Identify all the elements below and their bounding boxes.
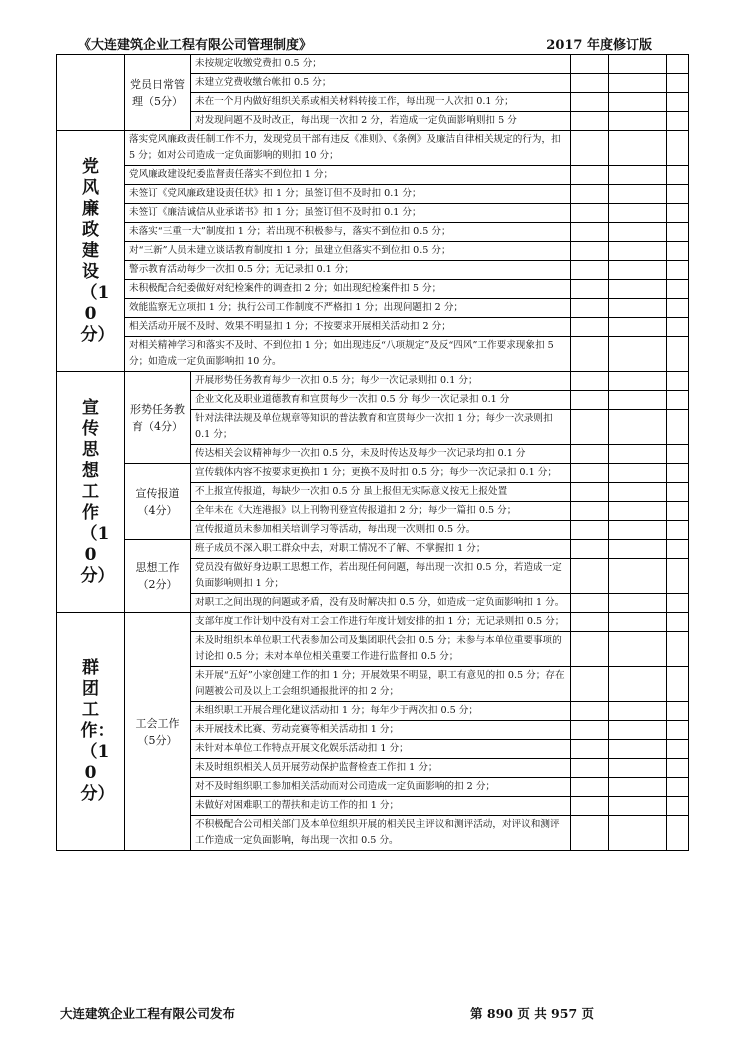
- section-title-cell: [57, 613, 125, 851]
- deduction-cell[interactable]: [609, 521, 667, 540]
- score-cell[interactable]: [571, 112, 609, 131]
- criterion-item: 党员没有做好身边职工思想工作，若出现任何问题，每出现一次扣 0.5 分，若造成一定负面影响则扣 1 分；: [191, 559, 571, 594]
- score-cell[interactable]: [571, 559, 609, 594]
- criterion-item: 未开展技术比赛、劳动竞赛等相关活动扣 1 分；: [191, 721, 571, 740]
- deduction-cell[interactable]: [609, 337, 667, 372]
- deduction-cell[interactable]: [609, 759, 667, 778]
- section-title-cell: [57, 131, 125, 372]
- score-cell[interactable]: [571, 74, 609, 93]
- deduction-cell[interactable]: [609, 166, 667, 185]
- note-cell[interactable]: [667, 502, 689, 521]
- criterion-item: 对发现问题不及时改正，每出现一次扣 2 分，若造成一定负面影响则扣 5 分: [191, 112, 571, 131]
- criterion-item: 相关活动开展不及时、效果不明显扣 1 分；不按要求开展相关活动扣 2 分；: [125, 318, 571, 337]
- criterion-item: 未按规定收缴党费扣 0.5 分；: [191, 55, 571, 74]
- deduction-cell[interactable]: [609, 410, 667, 445]
- criterion-item: 不积极配合公司相关部门及本单位组织开展的相关民主评议和测评活动，对评议和测评工作造成一定负面影响，每出现一次扣 0.5 分。: [191, 816, 571, 851]
- deduction-cell[interactable]: [609, 778, 667, 797]
- table-row: [57, 204, 689, 223]
- note-cell[interactable]: [667, 223, 689, 242]
- note-cell[interactable]: [667, 816, 689, 851]
- deduction-cell[interactable]: [609, 702, 667, 721]
- criterion-item: 未落实“三重一大”制度扣 1 分；若出现不积极参与，落实不到位扣 0.5 分；: [125, 223, 571, 242]
- table-row: [57, 131, 689, 166]
- deduction-cell[interactable]: [609, 816, 667, 851]
- note-cell[interactable]: [667, 204, 689, 223]
- table-row: [57, 372, 689, 391]
- note-cell[interactable]: [667, 131, 689, 166]
- deduction-cell[interactable]: [609, 483, 667, 502]
- criterion-item: 未组织职工开展合理化建议活动扣 1 分；每年少于两次扣 0.5 分；: [191, 702, 571, 721]
- criterion-item: 对职工之间出现的问题或矛盾，没有及时解决扣 0.5 分，如造成一定负面影响扣 1 分。: [191, 594, 571, 613]
- note-cell[interactable]: [667, 667, 689, 702]
- scoring-table: [56, 54, 689, 851]
- criterion-item: 未积极配合纪委做好对纪检案件的调查扣 2 分；如出现纪检案件扣 5 分；: [125, 280, 571, 299]
- table-row: [57, 166, 689, 185]
- note-cell[interactable]: [667, 112, 689, 131]
- note-cell[interactable]: [667, 242, 689, 261]
- note-cell[interactable]: [667, 759, 689, 778]
- criterion-item: 未及时组织本单位职工代表参加公司及集团职代会扣 0.5 分；未参与本单位重要事项的讨论扣 0.5 分；未对本单位相关重要工作进行监督扣 0.5 分；: [191, 632, 571, 667]
- score-cell[interactable]: [571, 410, 609, 445]
- criterion-item: 宣传报道员未参加相关培训学习等活动，每出现一次则扣 0.5 分。: [191, 521, 571, 540]
- criterion-item: 支部年度工作计划中没有对工会工作进行年度计划安排的扣 1 分；无记录则扣 0.5 分；: [191, 613, 571, 632]
- table-row: [57, 242, 689, 261]
- score-cell[interactable]: [571, 797, 609, 816]
- criterion-item: 党风廉政建设纪委监督责任落实不到位扣 1 分；: [125, 166, 571, 185]
- table-row: [57, 185, 689, 204]
- criterion-item: 未及时组织相关人员开展劳动保护监督检查工作扣 1 分；: [191, 759, 571, 778]
- criterion-item: 对“三新”人员未建立谈话教育制度扣 1 分；虽建立但落实不到位扣 0.5 分；: [125, 242, 571, 261]
- note-cell[interactable]: [667, 778, 689, 797]
- note-cell[interactable]: [667, 613, 689, 632]
- deduction-cell[interactable]: [609, 559, 667, 594]
- note-cell[interactable]: [667, 337, 689, 372]
- section-title-mass-organization: 群团工作：（10分）: [80, 658, 115, 804]
- score-cell[interactable]: [571, 391, 609, 410]
- deduction-cell[interactable]: [609, 594, 667, 613]
- deduction-cell[interactable]: [609, 613, 667, 632]
- table-row: [57, 540, 689, 559]
- section-title-party-integrity: 党风廉政建设（10分）: [80, 156, 115, 345]
- deduction-cell[interactable]: [609, 185, 667, 204]
- note-cell[interactable]: [667, 702, 689, 721]
- note-cell[interactable]: [667, 483, 689, 502]
- table-row: [57, 261, 689, 280]
- subsection-publicity-reports: 宣传报道（4分）: [125, 464, 191, 540]
- note-cell[interactable]: [667, 166, 689, 185]
- score-cell[interactable]: [571, 445, 609, 464]
- criterion-item: 警示教育活动每少一次扣 0.5 分；无记录扣 0.1 分；: [125, 261, 571, 280]
- criterion-item: 对相关精神学习和落实不及时、不到位扣 1 分；如出现违反“八项规定”及反“四风”工作要求现象扣 5 分；如造成一定负面影响扣 10 分。: [125, 337, 571, 372]
- score-cell[interactable]: [571, 166, 609, 185]
- score-cell[interactable]: [571, 299, 609, 318]
- note-cell[interactable]: [667, 299, 689, 318]
- deduction-cell[interactable]: [609, 632, 667, 667]
- criterion-item: 落实党风廉政责任制工作不力，发现党员干部有违反《准则》、《条例》及廉洁自律相关规定的行为，扣 5 分；如对公司造成一定负面影响的则扣 10 分；: [125, 131, 571, 166]
- note-cell[interactable]: [667, 559, 689, 594]
- score-cell[interactable]: [571, 483, 609, 502]
- score-cell[interactable]: [571, 702, 609, 721]
- deduction-cell[interactable]: [609, 372, 667, 391]
- criterion-item: 传达相关会议精神每少一次扣 0.5 分，未及时传达及每少一次记录均扣 0.1 分: [191, 445, 571, 464]
- criterion-item: 效能监察无立项扣 1 分；执行公司工作制度不严格扣 1 分；出现问题扣 2 分；: [125, 299, 571, 318]
- deduction-cell[interactable]: [609, 112, 667, 131]
- score-cell[interactable]: [571, 632, 609, 667]
- criterion-item: 未针对本单位工作特点开展文化娱乐活动扣 1 分；: [191, 740, 571, 759]
- page-header: [78, 34, 652, 54]
- note-cell[interactable]: [667, 280, 689, 299]
- table-row: [57, 223, 689, 242]
- document-edition: 2017 年度修订版: [546, 38, 652, 53]
- subsection-union-work: 工会工作（5分）: [125, 613, 191, 851]
- score-cell[interactable]: [571, 185, 609, 204]
- deduction-cell[interactable]: [609, 242, 667, 261]
- deduction-cell[interactable]: [609, 540, 667, 559]
- note-cell[interactable]: [667, 594, 689, 613]
- score-cell[interactable]: [571, 464, 609, 483]
- deduction-cell[interactable]: [609, 223, 667, 242]
- deduction-cell[interactable]: [609, 464, 667, 483]
- criterion-item: 未开展“五好”小家创建工作的扣 1 分；开展效果不明显，职工有意见的扣 0.5 分；存在问题被公司及以上工会组织通报批评的扣 2 分；: [191, 667, 571, 702]
- table-row: [57, 280, 689, 299]
- deduction-cell[interactable]: [609, 391, 667, 410]
- criterion-item: 不上报宣传报道，每缺少一次扣 0.5 分 虽上报但无实际意义按无上报处置: [191, 483, 571, 502]
- deduction-cell[interactable]: [609, 74, 667, 93]
- score-cell[interactable]: [571, 594, 609, 613]
- score-cell[interactable]: [571, 816, 609, 851]
- note-cell[interactable]: [667, 55, 689, 74]
- criterion-item: 未在一个月内做好组织关系或相关材料转接工作，每出现一人次扣 0.1 分；: [191, 93, 571, 112]
- score-cell[interactable]: [571, 261, 609, 280]
- score-cell[interactable]: [571, 613, 609, 632]
- note-cell[interactable]: [667, 410, 689, 445]
- section-title-publicity: 宣传思想工作（10分）: [80, 397, 115, 586]
- criterion-item: 未签订《廉洁诚信从业承诺书》扣 1 分；虽签订但不及时扣 0.1 分；: [125, 204, 571, 223]
- score-cell[interactable]: [571, 721, 609, 740]
- table-row: [57, 613, 689, 632]
- section-title-cell: [57, 372, 125, 613]
- note-cell[interactable]: [667, 74, 689, 93]
- score-cell[interactable]: [571, 131, 609, 166]
- document-title: 《大连建筑企业工程有限公司管理制度》: [78, 38, 313, 53]
- note-cell[interactable]: [667, 464, 689, 483]
- deduction-cell[interactable]: [609, 502, 667, 521]
- deduction-cell[interactable]: [609, 131, 667, 166]
- score-cell[interactable]: [571, 242, 609, 261]
- subsection-party-member-management: 党员日常管理（5分）: [125, 55, 191, 131]
- table-row: [57, 337, 689, 372]
- score-cell[interactable]: [571, 280, 609, 299]
- criterion-item: 针对法律法规及单位规章等知识的普法教育和宣贯每少一次扣 1 分；每少一次录则扣 0.1 分；: [191, 410, 571, 445]
- score-cell[interactable]: [571, 540, 609, 559]
- note-cell[interactable]: [667, 261, 689, 280]
- deduction-cell[interactable]: [609, 318, 667, 337]
- note-cell[interactable]: [667, 521, 689, 540]
- table-row: [57, 318, 689, 337]
- score-cell[interactable]: [571, 740, 609, 759]
- note-cell[interactable]: [667, 721, 689, 740]
- criterion-item: 全年未在《大连港报》以上刊物刊登宣传报道扣 2 分；每少一篇扣 0.5 分；: [191, 502, 571, 521]
- score-cell[interactable]: [571, 667, 609, 702]
- deduction-cell[interactable]: [609, 55, 667, 74]
- score-cell[interactable]: [571, 759, 609, 778]
- score-cell[interactable]: [571, 778, 609, 797]
- deduction-cell[interactable]: [609, 721, 667, 740]
- note-cell[interactable]: [667, 445, 689, 464]
- deduction-cell[interactable]: [609, 261, 667, 280]
- footer-publisher: 大连建筑企业工程有限公司发布: [60, 1006, 236, 1021]
- page-number: 第 890 页 共 957 页: [470, 1006, 594, 1021]
- section-cell-empty: [57, 55, 125, 131]
- score-cell[interactable]: [571, 204, 609, 223]
- table-row: [57, 299, 689, 318]
- note-cell[interactable]: [667, 797, 689, 816]
- note-cell[interactable]: [667, 632, 689, 667]
- note-cell[interactable]: [667, 318, 689, 337]
- subsection-situation-education: 形势任务教育（4分）: [125, 372, 191, 464]
- deduction-cell[interactable]: [609, 280, 667, 299]
- score-cell[interactable]: [571, 93, 609, 112]
- note-cell[interactable]: [667, 540, 689, 559]
- score-cell[interactable]: [571, 223, 609, 242]
- criterion-item: 企业文化及职业道德教育和宣贯每少一次扣 0.5 分 每少一次记录扣 0.1 分: [191, 391, 571, 410]
- deduction-cell[interactable]: [609, 740, 667, 759]
- score-cell[interactable]: [571, 318, 609, 337]
- table-row: [57, 55, 689, 74]
- deduction-cell[interactable]: [609, 93, 667, 112]
- deduction-cell[interactable]: [609, 204, 667, 223]
- score-cell[interactable]: [571, 502, 609, 521]
- note-cell[interactable]: [667, 372, 689, 391]
- score-cell[interactable]: [571, 55, 609, 74]
- criterion-item: 未做好对困难职工的帮扶和走访工作的扣 1 分；: [191, 797, 571, 816]
- table-row: [57, 464, 689, 483]
- note-cell[interactable]: [667, 185, 689, 204]
- note-cell[interactable]: [667, 740, 689, 759]
- deduction-cell[interactable]: [609, 667, 667, 702]
- criterion-item: 开展形势任务教育每少一次扣 0.5 分；每少一次记录则扣 0.1 分；: [191, 372, 571, 391]
- criterion-item: 未签订《党风廉政建设责任状》扣 1 分；虽签订但不及时扣 0.1 分；: [125, 185, 571, 204]
- criterion-item: 班子成员不深入职工群众中去，对职工情况不了解、不掌握扣 1 分；: [191, 540, 571, 559]
- subsection-ideological-work: 思想工作（2分）: [125, 540, 191, 613]
- criterion-item: 宣传载体内容不按要求更换扣 1 分；更换不及时扣 0.5 分；每少一次记录扣 0.1 分；: [191, 464, 571, 483]
- criterion-item: 未建立党费收缴台帐扣 0.5 分；: [191, 74, 571, 93]
- score-cell[interactable]: [571, 521, 609, 540]
- note-cell[interactable]: [667, 93, 689, 112]
- note-cell[interactable]: [667, 391, 689, 410]
- criterion-item: 对不及时组织职工参加相关活动而对公司造成一定负面影响的扣 2 分；: [191, 778, 571, 797]
- score-cell[interactable]: [571, 372, 609, 391]
- deduction-cell[interactable]: [609, 445, 667, 464]
- deduction-cell[interactable]: [609, 299, 667, 318]
- deduction-cell[interactable]: [609, 797, 667, 816]
- score-cell[interactable]: [571, 337, 609, 372]
